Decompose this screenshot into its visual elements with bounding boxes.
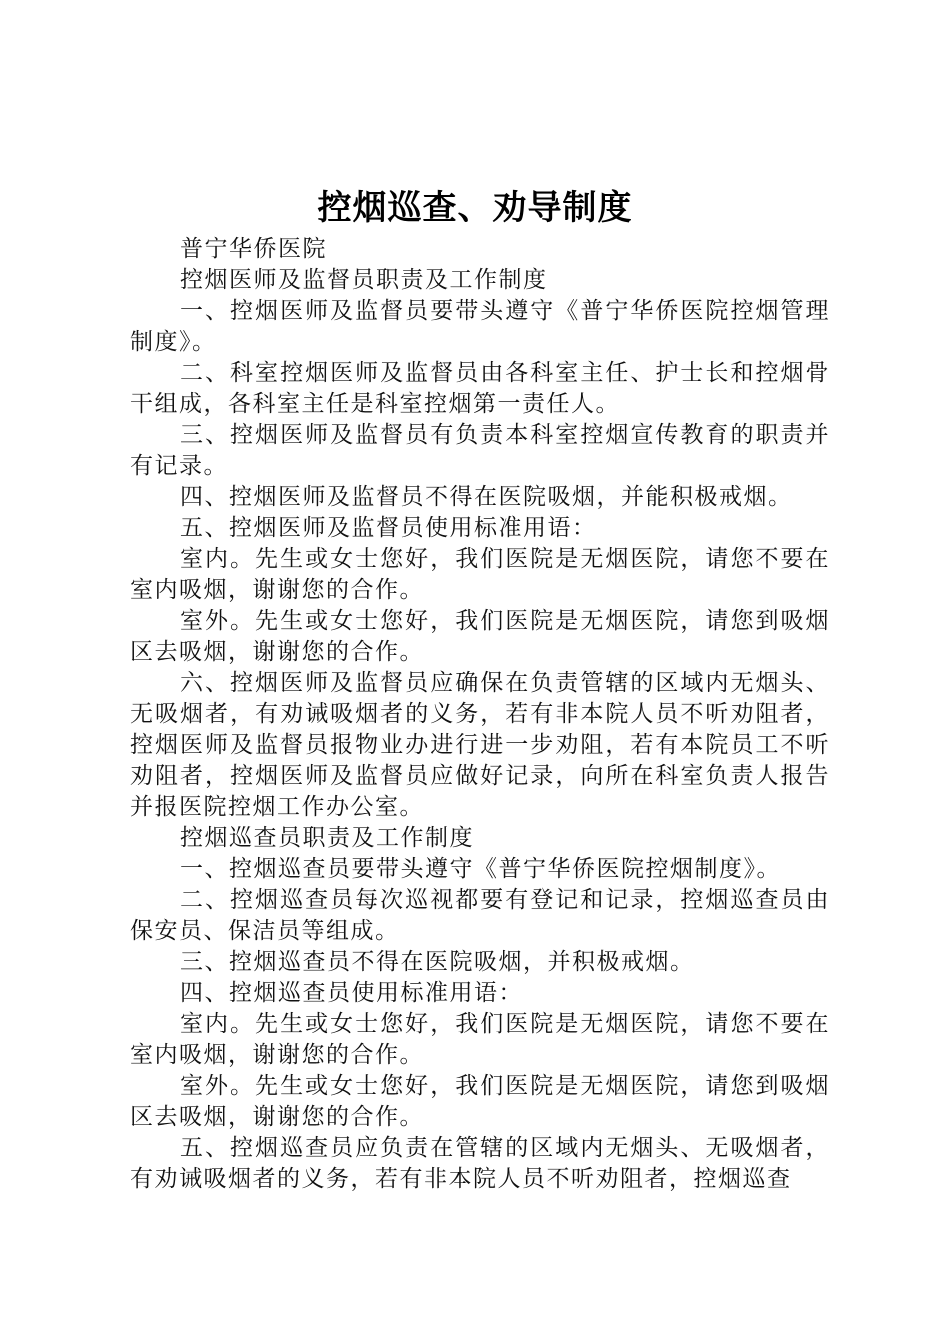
paragraph: 三、控烟医师及监督员有负责本科室控烟宣传教育的职责并有记录。 <box>130 422 830 479</box>
paragraph: 四、控烟医师及监督员不得在医院吸烟，并能积极戒烟。 <box>180 484 793 510</box>
paragraph: 室外。先生或女士您好，我们医院是无烟医院，请您到吸烟区去吸烟，谢谢您的合作。 <box>130 1073 830 1130</box>
paragraph: 一、控烟巡查员要带头遵守《普宁华侨医院控烟制度》。 <box>180 856 781 882</box>
hospital-name: 普宁华侨医院 <box>180 236 327 262</box>
paragraph: 三、控烟巡查员不得在医院吸烟，并积极戒烟。 <box>180 949 695 975</box>
paragraph: 六、控烟医师及监督员应确保在负责管辖的区域内无烟头、无吸烟者，有劝诫吸烟者的义务，若有非本院人员不听劝阻者，控烟医师及监督员报物业办进行进一步劝阻，若有本院员工不听劝阻者，控烟医师及监督员应做好记录，向所在科室负责人报告并报医院控烟工作办公室。 <box>130 670 830 820</box>
section-heading-inspector: 控烟巡查员职责及工作制度 <box>180 825 474 851</box>
section-heading-physician: 控烟医师及监督员职责及工作制度 <box>180 267 548 293</box>
document-title: 控烟巡查、劝导制度 <box>317 188 633 228</box>
paragraph: 五、控烟巡查员应负责在管辖的区域内无烟头、无吸烟者，有劝诫吸烟者的义务，若有非本院人员不听劝阻者，控烟巡查 <box>130 1135 830 1192</box>
paragraph: 五、控烟医师及监督员使用标准用语： <box>180 515 597 541</box>
document-body <box>130 234 830 1195</box>
paragraph: 一、控烟医师及监督员要带头遵守《普宁华侨医院控烟管理制度》。 <box>130 298 830 355</box>
paragraph: 室外。先生或女士您好，我们医院是无烟医院，请您到吸烟区去吸烟，谢谢您的合作。 <box>130 608 830 665</box>
paragraph: 室内。先生或女士您好，我们医院是无烟医院，请您不要在室内吸烟，谢谢您的合作。 <box>130 1011 830 1068</box>
paragraph: 二、控烟巡查员每次巡视都要有登记和记录，控烟巡查员由保安员、保洁员等组成。 <box>130 887 830 944</box>
paragraph: 二、科室控烟医师及监督员由各科室主任、护士长和控烟骨干组成，各科室主任是科室控烟第一责任人。 <box>130 360 830 417</box>
paragraph: 室内。先生或女士您好，我们医院是无烟医院，请您不要在室内吸烟，谢谢您的合作。 <box>130 546 830 603</box>
paragraph: 四、控烟巡查员使用标准用语： <box>180 980 523 1006</box>
